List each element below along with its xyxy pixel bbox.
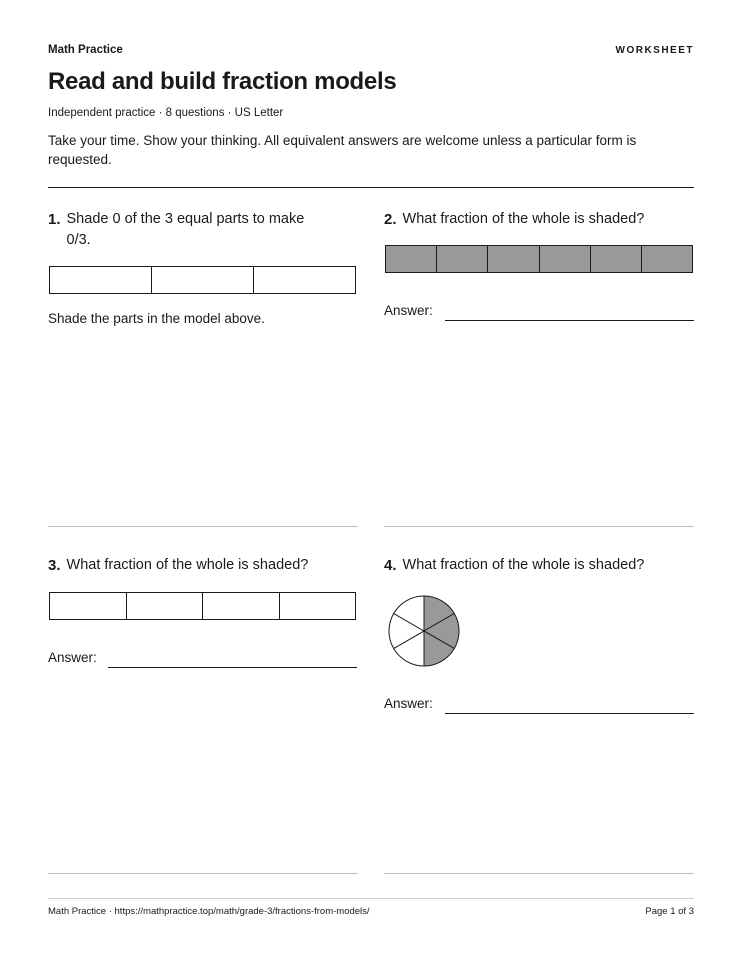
question-prompt: What fraction of the whole is shaded? xyxy=(402,211,645,227)
answer-field[interactable] xyxy=(445,320,694,321)
page-title: Read and build fraction models xyxy=(48,68,397,95)
fraction-part xyxy=(540,246,591,272)
question-3 xyxy=(48,555,358,576)
fraction-part xyxy=(203,593,280,619)
fraction-part xyxy=(50,593,127,619)
fraction-part[interactable] xyxy=(50,267,152,293)
worksheet-page xyxy=(48,0,694,960)
fraction-circle-model xyxy=(386,593,462,669)
question-number: 1. xyxy=(48,211,61,228)
fraction-part xyxy=(127,593,204,619)
instruction-note: Shade the parts in the model above. xyxy=(48,311,265,326)
question-prompt: What fraction of the whole is shaded? xyxy=(402,557,645,573)
fraction-bar-model[interactable] xyxy=(49,266,356,294)
fraction-part xyxy=(386,246,437,272)
fraction-part xyxy=(591,246,642,272)
answer-label: Answer: xyxy=(384,696,433,711)
question-separator xyxy=(384,873,694,874)
question-4 xyxy=(384,555,694,576)
fraction-bar-model xyxy=(385,245,693,273)
page-number: Page 1 of 3 xyxy=(645,906,694,917)
intro-text: Take your time. Show your thinking. All equivalent answers are welcome unless a particular form is requested. xyxy=(48,133,637,167)
question-prompt: What fraction of the whole is shaded? xyxy=(66,557,309,573)
question-2 xyxy=(384,209,694,230)
fraction-bar-model xyxy=(49,592,356,620)
question-separator xyxy=(48,526,358,527)
fraction-part[interactable] xyxy=(254,267,355,293)
header-divider xyxy=(48,187,694,188)
question-number: 2. xyxy=(384,211,397,228)
question-prompt: Shade 0 of the 3 equal parts to make 0/3. xyxy=(66,211,305,248)
fraction-part[interactable] xyxy=(152,267,254,293)
answer-label: Answer: xyxy=(48,650,97,665)
fraction-part xyxy=(280,593,356,619)
question-number: 4. xyxy=(384,557,397,574)
fraction-part xyxy=(437,246,488,272)
answer-field[interactable] xyxy=(445,713,694,714)
question-separator xyxy=(48,873,358,874)
worksheet-tag: WORKSHEET xyxy=(615,45,694,56)
question-separator xyxy=(384,526,694,527)
fraction-part xyxy=(642,246,692,272)
brand-label: Math Practice xyxy=(48,44,123,56)
question-1 xyxy=(48,209,358,251)
page-subtitle: Independent practice · 8 questions · US Letter xyxy=(48,107,284,119)
answer-field[interactable] xyxy=(108,667,357,668)
question-number: 3. xyxy=(48,557,61,574)
footer-source: Math Practice · https://mathpractice.top/math/grade-3/fractions-from-models/ xyxy=(48,906,370,917)
footer-divider xyxy=(48,898,694,899)
fraction-part xyxy=(488,246,539,272)
answer-label: Answer: xyxy=(384,303,433,318)
